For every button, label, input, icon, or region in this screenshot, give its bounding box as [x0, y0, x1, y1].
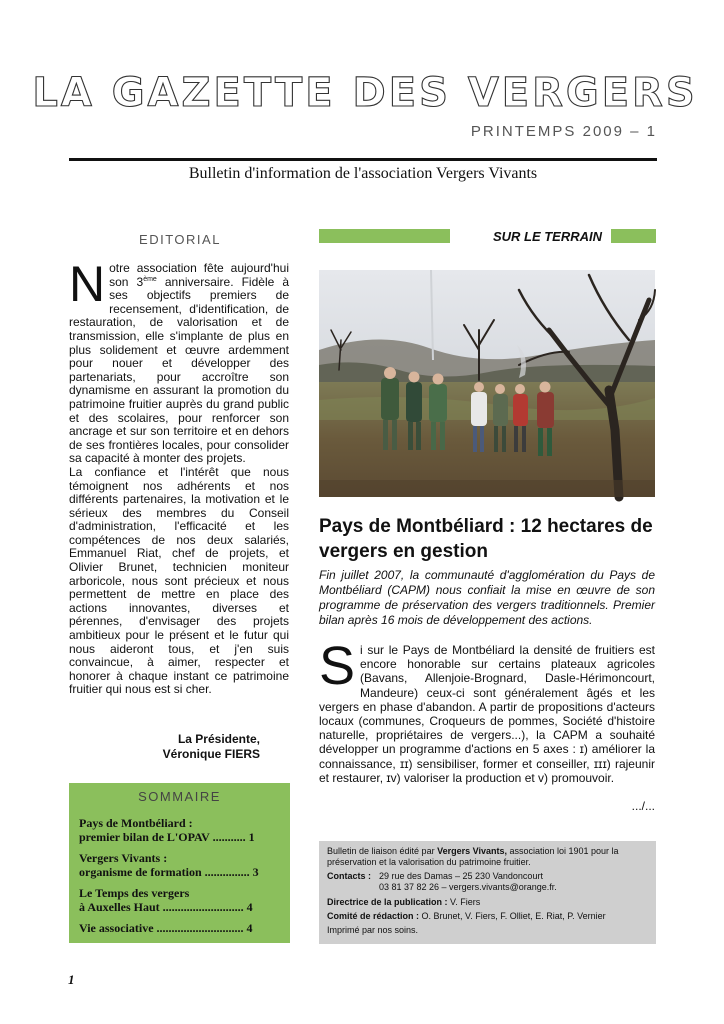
sommaire-item-title: Vie associative ............................. 4 — [79, 921, 253, 935]
sommaire-item-title: Le Temps des vergers — [79, 886, 190, 900]
editorial-heading: EDITORIAL — [139, 232, 221, 247]
editorial-lead: otre association fête aujourd'hui son 3 — [109, 261, 289, 289]
infobox-intro-bold: Vergers Vivants, — [437, 846, 507, 856]
sommaire-item-page: premier bilan de L'OPAV ........... 1 — [79, 830, 255, 844]
article-body — [319, 636, 655, 785]
section-label: SUR LE TERRAIN — [492, 229, 602, 244]
contacts-phone-email[interactable]: 03 81 37 82 26 – vergers.vivants@orange.fr. — [379, 882, 557, 893]
infobox-intro-post: association loi 1901 pour la préservation et la valorisation du patrimoine fruitier. — [327, 846, 619, 868]
sommaire-item[interactable] — [79, 816, 281, 844]
page-number: 1 — [68, 972, 75, 987]
sommaire-box — [69, 783, 290, 943]
signature-name: Véronique FIERS — [162, 747, 260, 761]
signature-role: La Présidente, — [177, 732, 260, 746]
editorial-dropcap: N — [69, 256, 106, 312]
sommaire-item[interactable] — [79, 886, 281, 914]
section-bar-right — [611, 229, 656, 243]
committee-label: Comité de rédaction : — [327, 911, 420, 922]
masthead-title — [32, 62, 698, 122]
sommaire-item[interactable] — [79, 851, 281, 879]
editorial-body — [69, 256, 290, 697]
masthead-subtitle: Bulletin d'information de l'association Vergers Vivants — [188, 165, 538, 182]
article-text: i sur le Pays de Montbéliard la densité de fruitiers est encore honorable sur certains plateaux agricoles (Bavans, Allenjoie-Brognard, Dasle-Hérimoncourt, Mandeure) ceux-ci sont généralement âgés et les vergers en phase d'abandon. A partir de propositions d'acteurs locaux (communes, Croqueurs de pommes, Société d'histoire naturelle, propriétaires de vergers...), la CAPM a souhaité développer un programme d'actions en 5 axes : ɪ) améliorer la connaissance, ɪɪ) sensibiliser, former et conseiller, ɪɪɪ) rajeunir et restaurer, ɪᴠ) valoriser la production et v) promouvoir. — [319, 643, 655, 785]
article-headline: Pays de Montbéliard : 12 hectares de vergers en gestion — [319, 516, 653, 562]
infobox-intro — [327, 846, 649, 869]
director-value: V. Fiers — [447, 896, 481, 907]
infobox-director — [327, 897, 649, 908]
sommaire-heading: SOMMAIRE — [138, 789, 221, 804]
editorial-sup: ème — [143, 275, 157, 283]
infobox-committee — [327, 911, 649, 922]
orchard-photo — [319, 270, 655, 497]
contacts-address: 29 rue des Damas – 25 230 Vandoncourt — [379, 870, 543, 881]
masthead-rule — [69, 158, 657, 161]
editorial-text: anniversaire. Fidèle à ses objectifs premiers de recensement, d'identification, de restauration, de valorisation et de transmission, elle s'implante de plus en plus solidement et œuvre ardemment pour nouer et développer des partenariats, pour accroître son dynamisme en assurant la promotion du patrimoine fruitier auprès du grand public et des scolaires, pour renforcer son ancrage et sur son territoire et en dehors de ses frontières locales, pour consolider sa capacité à monter des projets. — [69, 274, 290, 466]
masthead-text: LA GAZETTE DES VERGERS — [32, 70, 698, 116]
section-bar-left — [319, 229, 450, 243]
infobox-printed: Imprimé par nos soins. — [327, 925, 419, 936]
article-lede: Fin juillet 2007, la communauté d'agglomération du Pays de Montbéliard (CAPM) nous confiait la mise en œuvre de son programme de préservation des vergers traditionnels. Premier bilan après 16 mois de développement des actions. — [319, 568, 655, 627]
sommaire-item-title: Pays de Montbéliard : — [79, 816, 193, 830]
committee-value: O. Brunet, V. Fiers, F. Olliet, E. Riat, P. Vernier — [419, 911, 606, 922]
infobox-text — [327, 846, 649, 937]
editorial-para2: La confiance et l'intérêt que nous témoignent nos adhérents et nos différents partenaires, la motivation et le sérieux des membres du Conseil d'administration, l'efficacité et les compétences de nos deux salariés, Emmanuel Riat, chef de projets, et Olivier Brunet, technicien moniteur arboricole, nous sont précieux et nous permettent de mettre en place des actions innovantes, diverses et pérennes, d'envisager des projets ambitieux pour le présent et le futur qui nous aideront tous, et j'en suis convaincue, à aimer, respecter et honorer à chaque instant ce patrimoine fruitier qui nous est si cher. — [69, 464, 289, 697]
contacts-label: Contacts : — [327, 870, 372, 881]
director-label: Directrice de la publication : — [327, 896, 448, 907]
publication-infobox — [319, 841, 656, 944]
sommaire-list — [79, 816, 281, 942]
infobox-contacts — [327, 871, 649, 894]
contacts-values — [379, 871, 557, 894]
issue-label: PRINTEMPS 2009 – 1 — [470, 123, 657, 140]
continued-marker: .../... — [631, 799, 655, 813]
sommaire-item-title: Vergers Vivants : — [79, 851, 168, 865]
masthead-svg — [32, 62, 698, 122]
sommaire-item-page: organisme de formation ............... 3 — [79, 865, 259, 879]
article-dropcap: S — [319, 636, 356, 696]
sommaire-item[interactable] — [79, 921, 281, 935]
orchard-photo-illustration — [319, 270, 655, 497]
infobox-intro-pre: Bulletin de liaison édité par — [327, 846, 438, 856]
editorial-signature — [69, 732, 260, 762]
sommaire-item-page: à Auxelles Haut ........................... 4 — [79, 900, 253, 914]
